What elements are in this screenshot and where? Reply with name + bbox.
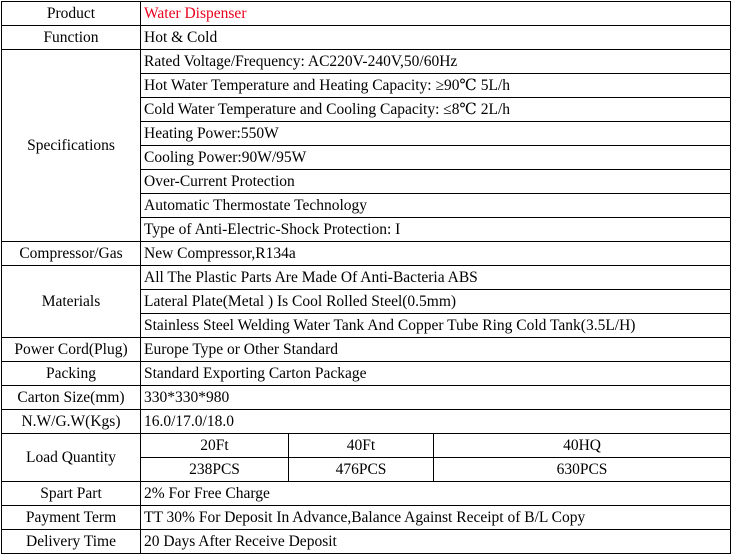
spec-cooling-power: Cooling Power:90W/95W (141, 146, 731, 170)
function-label: Function (2, 26, 141, 50)
table-row-delivery-time (2, 530, 731, 554)
function-value: Hot & Cold (141, 26, 731, 50)
table-row-compressor (2, 242, 731, 266)
spec-hot-water: Hot Water Temperature and Heating Capacity: ≥90℃ 5L/h (141, 74, 731, 98)
compressor-value: New Compressor,R134a (141, 242, 731, 266)
carton-size-label: Carton Size(mm) (2, 386, 141, 410)
specifications-label: Specifications (2, 50, 141, 242)
materials-water-tank: Stainless Steel Welding Water Tank And Copper Tube Ring Cold Tank(3.5L/H) (141, 314, 731, 338)
spec-over-current: Over-Current Protection (141, 170, 731, 194)
materials-label: Materials (2, 266, 141, 338)
product-spec-table (1, 1, 731, 554)
table-row-function (2, 26, 731, 50)
table-row-product (2, 2, 731, 26)
load-value-40ft: 476PCS (289, 458, 434, 482)
table-row-packing (2, 362, 731, 386)
load-value-20ft: 238PCS (141, 458, 289, 482)
load-header-40hq: 40HQ (434, 434, 731, 458)
compressor-label: Compressor/Gas (2, 242, 141, 266)
product-label: Product (2, 2, 141, 26)
spec-heating-power: Heating Power:550W (141, 122, 731, 146)
power-cord-label: Power Cord(Plug) (2, 338, 141, 362)
weight-label: N.W/G.W(Kgs) (2, 410, 141, 434)
power-cord-value: Europe Type or Other Standard (141, 338, 731, 362)
delivery-time-label: Delivery Time (2, 530, 141, 554)
spec-thermostate: Automatic Thermostate Technology (141, 194, 731, 218)
spec-cold-water: Cold Water Temperature and Cooling Capacity: ≤8℃ 2L/h (141, 98, 731, 122)
spec-rated-voltage: Rated Voltage/Frequency: AC220V-240V,50/60Hz (141, 50, 731, 74)
spec-anti-shock: Type of Anti-Electric-Shock Protection: I (141, 218, 731, 242)
load-quantity-label: Load Quantity (2, 434, 141, 482)
load-header-20ft: 20Ft (141, 434, 289, 458)
weight-value: 16.0/17.0/18.0 (141, 410, 731, 434)
table-row-carton-size (2, 386, 731, 410)
table-row-specifications (2, 50, 731, 74)
load-value-40hq: 630PCS (434, 458, 731, 482)
payment-term-label: Payment Term (2, 506, 141, 530)
delivery-time-value: 20 Days After Receive Deposit (141, 530, 731, 554)
packing-value: Standard Exporting Carton Package (141, 362, 731, 386)
materials-plastic: All The Plastic Parts Are Made Of Anti-Bacteria ABS (141, 266, 731, 290)
table-row-power-cord (2, 338, 731, 362)
spare-part-value: 2% For Free Charge (141, 482, 731, 506)
carton-size-value: 330*330*980 (141, 386, 731, 410)
table-row-load-quantity (2, 434, 731, 458)
spare-part-label: Spart Part (2, 482, 141, 506)
table-row-weight (2, 410, 731, 434)
load-header-40ft: 40Ft (289, 434, 434, 458)
table-row-spare-part (2, 482, 731, 506)
table-row-materials (2, 266, 731, 290)
packing-label: Packing (2, 362, 141, 386)
materials-lateral-plate: Lateral Plate(Metal ) Is Cool Rolled Steel(0.5mm) (141, 290, 731, 314)
table-row-payment-term (2, 506, 731, 530)
payment-term-value: TT 30% For Deposit In Advance,Balance Against Receipt of B/L Copy (141, 506, 731, 530)
product-value: Water Dispenser (141, 2, 731, 26)
